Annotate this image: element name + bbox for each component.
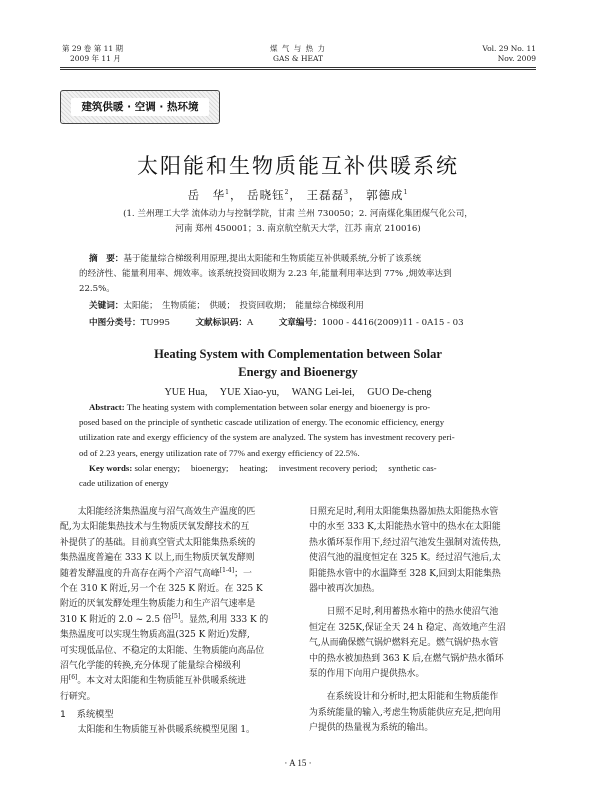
body-line: 沼气化学能的转换,充分体现了能量综合梯级利 (60, 661, 241, 672)
abstract-en-line: The heating system with complementation between solar energy and bioenergy is pro- (126, 402, 431, 412)
header-right (482, 44, 536, 64)
citation: [5] (171, 612, 181, 620)
header-rule-bottom (60, 69, 536, 70)
body-line: 集热温度普遍在 333 K 以上,而生物质厌氧发酵则 (60, 553, 255, 564)
keywords-en-label: Key words: (89, 462, 133, 473)
body-line: 户提供的热量视为系统的输出。 (309, 723, 434, 734)
clc-label: 中图分类号： (89, 318, 141, 328)
author-name: 岳 华 (187, 188, 226, 202)
abstract-en-label: Abstract: (89, 402, 125, 412)
body-line: 用[6]。本文对太阳能和生物质能互补供暖系统进 (60, 674, 246, 687)
keywords-en-line: cade utilization of energy (79, 478, 169, 489)
keywords-cn-label: 关键词： (89, 301, 124, 311)
column-tag-banner (60, 90, 220, 124)
doc-code-value: A (247, 318, 254, 328)
affiliation-line: (1. 兰州理工大学 流体动力与控制学院，甘肃 兰州 730050；2. 河南煤化集团煤气化公司， (123, 209, 473, 219)
author-affil-mark: 1 (225, 189, 230, 197)
author-name: 王磊磊 (306, 188, 345, 202)
keywords-en-line: solar energy; bioenergy; heating; investment recovery period; synthetic cas- (134, 462, 437, 473)
header-date-cn: 2009 年 11 月 (70, 54, 121, 63)
body-line: 中的水至 333 K,太阳能热水管中的热水在太阳能 (309, 522, 501, 533)
article-number-label: 文章编号： (278, 318, 322, 328)
abstract-cn-line: 基于能量综合梯级利用原理,提出太阳能和生物质能互补供暖系统,分析了该系统 (123, 254, 422, 264)
body-line: 个在 310 K 附近,另一个在 325 K 附近。在 325 K (60, 584, 263, 595)
doc-code-label: 文献标识码： (195, 318, 248, 328)
body-line: 恒定在 325K,保证全天 24 h 稳定、高效地产生沼 (309, 622, 506, 633)
abstract-cn-line: 22.5%。 (79, 284, 115, 294)
clc-value: TU995 (140, 318, 170, 328)
body-line: 阳能热水管中的水温降至 328 K,回到太阳能集热 (309, 568, 501, 579)
paper-title-en-line: Heating System with Complementation between Solar (154, 347, 442, 361)
body-column-left (60, 505, 292, 738)
body-column-right (309, 505, 541, 737)
abstract-en-line: utilization rate and exergy efficiency of the system are analyzed. The system has investment recovery peri- (79, 432, 455, 443)
body-line: 中的热水被加热到 363 K 后,在燃气锅炉热水循环 (309, 653, 504, 664)
body-line: 行研究。 (60, 691, 96, 702)
body-line: 器中被再次加热。 (309, 584, 380, 595)
section-number: 1 (60, 709, 66, 721)
body-line: 附近的厌氧发酵处理生物质能力和生产沼气速率是 (60, 599, 256, 610)
header-left (62, 44, 123, 64)
section-heading (60, 707, 292, 722)
body-line: 可实现低品位、不稳定的太阳能、生物质能向高品位 (60, 645, 265, 656)
header-journal-en: GAS & HEAT (272, 54, 323, 63)
classification-line (89, 316, 529, 331)
abstract-cn-line: 的经济性、能量利用率、㶲效率。该系统投资回收期为 2.23 年,能量利用率达到 77% ,㶲效率达到 (79, 269, 452, 279)
body-line: 热水循环泵作用下,经过沼气池发生强制对流传热, (309, 537, 502, 548)
body-line: 太阳能和生物质能互补供暖系统模型见图 1。 (77, 724, 255, 735)
affiliations (0, 207, 596, 237)
body-line: 太阳能经济集热温度与沼气高效生产温度的匹 (77, 507, 256, 517)
author-name: 岳晓钰 (247, 188, 285, 202)
section-title: 系统模型 (76, 709, 114, 721)
body-line: 在系统设计和分析时,把太阳能和生物质能作 (326, 692, 499, 703)
author-list-en: YUE Hua, YUE Xiao-yu, WANG Lei-lei, GUO De-cheng (164, 387, 432, 398)
citation: [6] (68, 674, 78, 682)
author-name: 郭德成 (366, 188, 404, 202)
body-line: 为系统能量的输入,考虑生物质能供应充足,把向用 (309, 707, 502, 718)
paper-title-en-line: Energy and Bioenergy (238, 365, 358, 379)
header-journal-cn: 煤 气 与 热 力 (269, 44, 327, 53)
header-volume-cn: 第 29 卷 第 11 期 (62, 44, 124, 53)
header-rule-top (60, 67, 536, 68)
abstract-cn (79, 252, 519, 297)
header-center (238, 44, 358, 64)
body-line: 日照不足时,利用蓄热水箱中的热水使沼气池 (326, 607, 499, 618)
column-tag-label: 建筑供暖 · 空调 · 热环境 (71, 98, 209, 116)
abstract-en (79, 400, 519, 491)
header-volume-en: Vol. 29 No. 11 (482, 44, 536, 53)
keywords-cn (89, 299, 529, 314)
abstract-en-line: posed based on the principle of synthetic cascade utilization of energy. The economic efficiency, energy (79, 417, 445, 428)
abstract-en-line: od of 2.23 years, energy utilization rate of 77% and exergy efficiency of 22.5%. (79, 447, 360, 458)
body-line: 泵的作用下向用户提供热水。 (309, 669, 425, 680)
body-line: 集热温度可以实现生物质高温(325 K 附近)发酵, (60, 630, 250, 641)
article-number-value: 1000 - 4416(2009)11 - 0A15 - 03 (321, 318, 464, 328)
author-separator: ， (289, 188, 302, 202)
author-affil-mark: 2 (284, 189, 290, 197)
page-number: · A 15 · (284, 758, 312, 768)
body-line: 随着发酵温度的升高存在两个产沼气高峰[1-4]；一 (60, 566, 252, 579)
author-list-cn (0, 187, 596, 203)
header-date-en: Nov. 2009 (497, 54, 536, 63)
paper-title-cn: 太阳能和生物质能互补供暖系统 (137, 154, 459, 178)
body-line: 使沼气池的温度恒定在 325 K。经过沼气池后,太 (309, 553, 501, 564)
paper-title-en (0, 345, 596, 381)
author-separator: ， (348, 188, 362, 202)
body-line: 配,为太阳能集热技术与生物质厌氧发酵技术的互 (60, 522, 250, 533)
author-separator: ， (229, 188, 243, 202)
author-affil-mark: 1 (403, 189, 409, 197)
body-line: 310 K 附近的 2.0 ~ 2.5 倍[5]。显然,利用 333 K 的 (60, 612, 269, 625)
citation: [1-4] (219, 566, 235, 574)
affiliation-line: 河南 郑州 450001；3. 南京航空航天大学，江苏 南京 210016) (175, 224, 421, 234)
keywords-cn-text: 太阳能； 生物质能； 供暖； 投资回收期； 能量综合梯级利用 (123, 301, 365, 311)
body-line: 气,从而确保燃气锅炉燃料充足。燃气锅炉热水管 (309, 638, 499, 649)
author-affil-mark: 3 (344, 189, 349, 197)
body-line: 日照充足时,利用太阳能集热器加热太阳能热水管 (309, 507, 499, 517)
body-line: 补提供了的基础。目前真空管式太阳能集热系统的 (60, 537, 256, 548)
abstract-cn-label: 摘 要： (89, 254, 124, 264)
